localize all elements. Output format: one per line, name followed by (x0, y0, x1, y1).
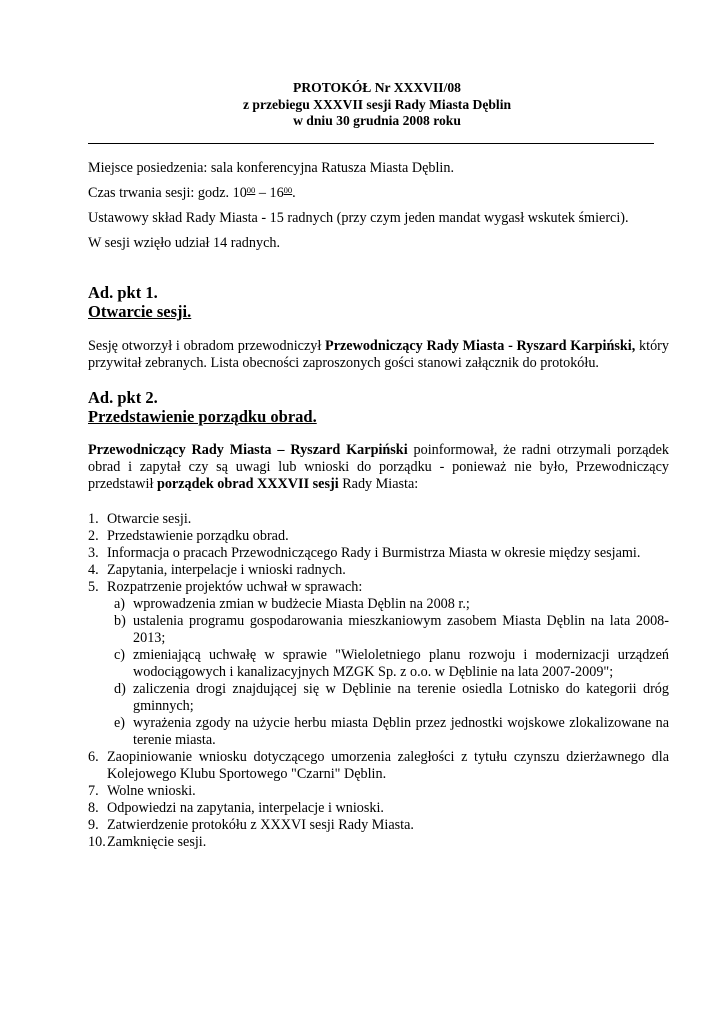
agenda-item (88, 579, 669, 749)
section-2-text (88, 442, 669, 493)
agenda-item (88, 834, 669, 851)
agenda-item-number: 5. (88, 579, 99, 595)
council-composition: Ustawowy skład Rady Miasta - 15 radnych (przy czym jeden mandat wygasł wskutek śmierci). (88, 210, 629, 226)
meeting-time-end-minutes: 00 (283, 185, 293, 195)
section-2-chairman: Przewodniczący Rady Miasta – Ryszard Karpiński (88, 442, 408, 458)
agenda-item-number: 3. (88, 545, 99, 561)
attendance: W sesji wzięło udział 14 radnych. (88, 235, 281, 251)
document-title: PROTOKÓŁ Nr XXXVII/08 (293, 80, 461, 95)
agenda-list (88, 511, 669, 851)
meeting-time-prefix: Czas trwania sesji: godz. 10 (88, 185, 247, 201)
meeting-time-mid: – 16 (255, 185, 284, 201)
header-divider (88, 143, 654, 144)
agenda-item-number: 6. (88, 749, 99, 765)
meeting-time-start-minutes: 00 (246, 185, 256, 195)
agenda-item-text: Otwarcie sesji. (107, 511, 192, 527)
agenda-subitem (107, 647, 669, 681)
agenda-item-number: 4. (88, 562, 99, 578)
agenda-item-text: Zapytania, interpelacje i wnioski radnych. (107, 562, 346, 578)
agenda-item-number: 10. (88, 834, 106, 850)
document-date: w dniu 30 grudnia 2008 roku (293, 113, 461, 128)
section-1-chairman: Przewodniczący Rady Miasta - Ryszard Karpiński, (325, 338, 636, 354)
agenda-item (88, 562, 669, 579)
document-subtitle: z przebiegu XXXVII sesji Rady Miasta Dęblin (242, 96, 512, 112)
agenda-subitem-text: wprowadzenia zmian w budżecie Miasta Dęblin na 2008 r.; (133, 596, 470, 612)
agenda-subitem-letter: e) (114, 715, 126, 731)
document-header (70, 80, 684, 130)
agenda-item-text: Rozpatrzenie projektów uchwał w sprawach: (107, 579, 363, 595)
agenda-item-number: 9. (88, 817, 99, 833)
agenda-item-text: Przedstawienie porządku obrad. (107, 528, 289, 544)
agenda-subitem-letter: d) (114, 681, 126, 697)
meeting-time (88, 185, 668, 202)
agenda-subitem-letter: c) (114, 647, 126, 663)
agenda-item-number: 2. (88, 528, 99, 544)
section-1-text-suffix: który przywitał zebranych. Lista obecności zaproszonych gości stanowi załącznik do protokółu. (88, 338, 669, 371)
agenda-subitem-text: ustalenia programu gospodarowania mieszkaniowym zasobem Miasta Dęblin na lata 2008-2013; (133, 613, 669, 646)
agenda-item-text: Zaopiniowanie wniosku dotyczącego umorzenia zaległości z tytułu czynszu dzierżawnego dla Kolejowego Klubu Sportowego "Czarni" Dęblin. (107, 749, 669, 782)
agenda-item-text: Wolne wnioski. (107, 783, 196, 799)
agenda-item (88, 817, 669, 834)
agenda-subitem (107, 613, 669, 647)
agenda-subitem-letter: b) (114, 613, 126, 629)
section-2-agenda-label: porządek obrad XXXVII sesji (156, 476, 339, 492)
agenda-subitem-list (107, 596, 669, 749)
section-2-title: Przedstawienie porządku obrad. (88, 407, 317, 426)
agenda-subitem-text: zaliczenia drogi znajdującej się w Dęblinie na terenie osiedla Lotnisko do kategorii dróg gminnych; (133, 681, 669, 714)
agenda-item (88, 783, 669, 800)
agenda-item (88, 511, 669, 528)
agenda-subitem (107, 681, 669, 715)
agenda-subitem-letter: a) (114, 596, 126, 612)
agenda-subitem-text: wyrażenia zgody na użycie herbu miasta Dęblin przez jednostki wojskowe zlokalizowane na terenie miasta. (133, 715, 669, 748)
agenda-item-text: Zamknięcie sesji. (107, 834, 207, 850)
agenda-item-number: 8. (88, 800, 99, 816)
agenda-subitem (107, 596, 669, 613)
section-1-text-prefix: Sesję otworzył i obradom przewodniczył (88, 338, 326, 354)
agenda-item (88, 545, 669, 562)
section-1-number: Ad. pkt 1. (88, 283, 158, 302)
agenda-item (88, 528, 669, 545)
agenda-item-text: Informacja o pracach Przewodniczącego Rady i Burmistrza Miasta w okresie między sesjami. (107, 545, 641, 561)
section-2-number: Ad. pkt 2. (88, 388, 158, 407)
meeting-info (88, 160, 668, 177)
agenda-subitem (107, 715, 669, 749)
council-composition-block (88, 210, 668, 227)
section-1-title: Otwarcie sesji. (88, 302, 192, 321)
agenda-item-number: 7. (88, 783, 99, 799)
meeting-place: Miejsce posiedzenia: sala konferencyjna Ratusza Miasta Dęblin. (88, 160, 454, 176)
section-2-text-suffix: Rady Miasta: (338, 476, 419, 492)
section-2-text-mid: poinformował, że radni otrzymali porządek obrad i zapytał czy są uwagi lub wnioski do porządku - ponieważ nie było, Przewodniczący przedstawił (88, 442, 670, 492)
agenda-item-number: 1. (88, 511, 99, 527)
section-2-heading (88, 388, 317, 426)
agenda-item-text: Odpowiedzi na zapytania, interpelacje i wnioski. (107, 800, 384, 816)
section-1-text (88, 338, 669, 372)
agenda-item (88, 749, 669, 783)
agenda-subitem-text: zmieniającą uchwałę w sprawie "Wieloletniego planu rozwoju i modernizacji urządzeń wodociągowych i kanalizacyjnych MZGK Sp. z o.o. w Dęblinie na lata 2007-2009"; (133, 647, 669, 680)
attendance-block (88, 235, 668, 252)
agenda-item-text: Zatwierdzenie protokółu z XXXVI sesji Rady Miasta. (107, 817, 414, 833)
agenda-item (88, 800, 669, 817)
meeting-time-suffix: . (292, 185, 296, 201)
section-1-heading (88, 283, 191, 321)
